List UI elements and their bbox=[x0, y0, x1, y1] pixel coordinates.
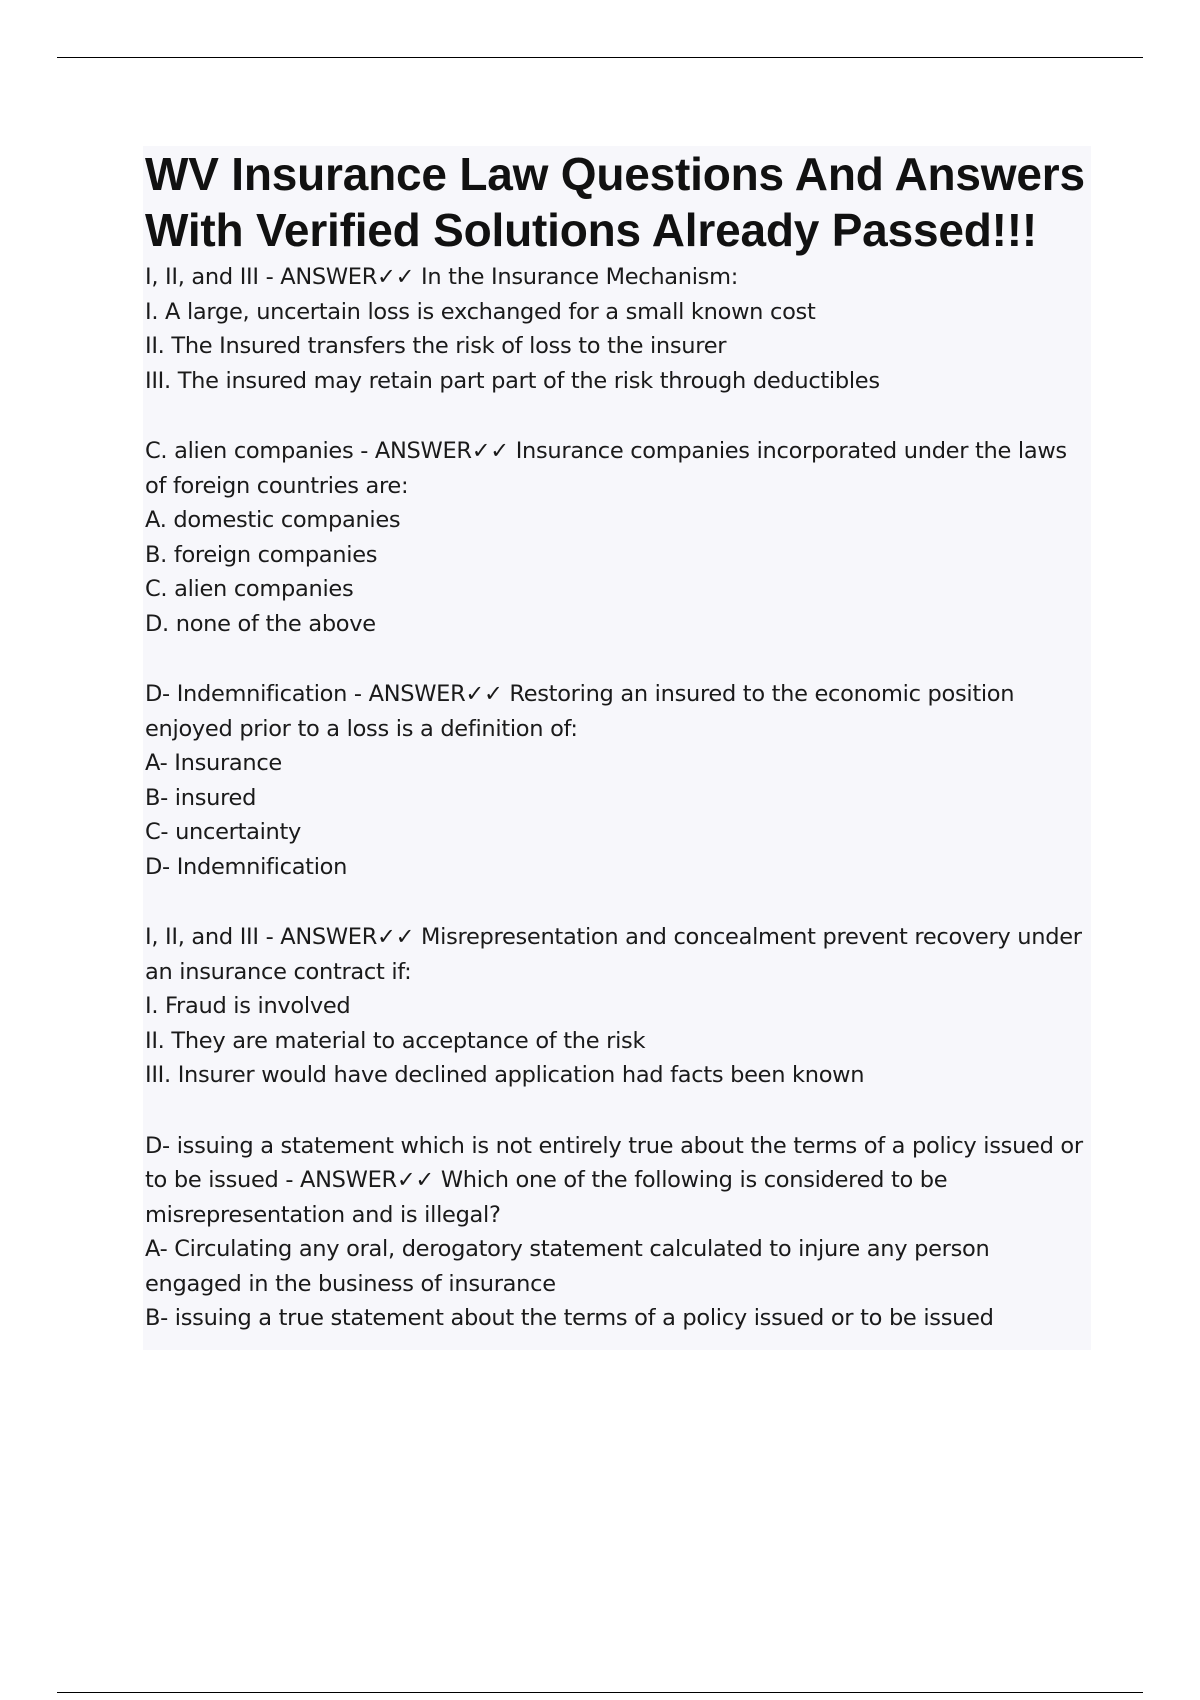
answer-marker: ANSWER✓✓ bbox=[280, 924, 415, 950]
option-line: I. A large, uncertain loss is exchanged for a small known cost bbox=[145, 298, 816, 325]
option-line: I. Fraud is involved bbox=[145, 993, 351, 1019]
option-line: III. Insurer would have declined application had facts been known bbox=[145, 1062, 865, 1088]
qa-item bbox=[145, 260, 1091, 398]
qa-item bbox=[145, 920, 1091, 1093]
footer-rule bbox=[57, 1692, 1143, 1693]
qa-item bbox=[145, 434, 1091, 641]
option-line: B- insured bbox=[145, 784, 257, 811]
answer-marker: ANSWER✓✓ bbox=[374, 438, 509, 464]
answer-text: I, II, and III bbox=[145, 264, 259, 290]
document-title: WV Insurance Law Questions And Answers With Verified Solutions Already Passed!!! bbox=[145, 148, 1085, 256]
answer-text: D- issuing a statement which is not entirely true about the terms of a policy issued or to be issued bbox=[145, 1132, 1083, 1193]
option-line: A- Insurance bbox=[145, 750, 282, 776]
qa-item bbox=[145, 1129, 1091, 1336]
qa-question-line: I, II, and III - ANSWER✓✓ In the Insurance Mechanism: bbox=[145, 264, 739, 290]
answer-text: D- Indemnification bbox=[145, 681, 348, 707]
option-line: III. The insured may retain part part of the risk through deductibles bbox=[145, 367, 880, 394]
option-line: B- issuing a true statement about the terms of a policy issued or to be issued bbox=[145, 1305, 994, 1331]
option-line: D. none of the above bbox=[145, 610, 376, 637]
option-line: II. The Insured transfers the risk of loss to the insurer bbox=[145, 333, 727, 359]
qa-question-line: D- issuing a statement which is not entirely true about the terms of a policy issued or to be issued - ANSWER✓✓ Which one of the following is considered to be misrepresentation and is illegal? bbox=[145, 1132, 1083, 1228]
header-rule bbox=[57, 57, 1143, 58]
qa-question-line: I, II, and III - ANSWER✓✓ Misrepresentation and concealment prevent recovery under an insurance contract if: bbox=[145, 924, 1082, 985]
qa-item bbox=[145, 677, 1091, 884]
qa-list bbox=[145, 260, 1091, 1336]
question-text: In the Insurance Mechanism: bbox=[421, 264, 739, 290]
option-line: D- Indemnification bbox=[145, 853, 348, 880]
question-text: Insurance companies incorporated under the laws of foreign countries are: bbox=[145, 438, 1067, 499]
answer-text: I, II, and III bbox=[145, 924, 259, 950]
qa-question-line: D- Indemnification - ANSWER✓✓ Restoring an insured to the economic position enjoyed prior to a loss is a definition of: bbox=[145, 681, 1015, 742]
option-line: II. They are material to acceptance of the risk bbox=[145, 1027, 646, 1054]
option-line: B. foreign companies bbox=[145, 541, 378, 568]
option-line: C. alien companies bbox=[145, 576, 354, 602]
question-text: Which one of the following is considered to be misrepresentation and is illegal? bbox=[145, 1167, 948, 1228]
answer-marker: ANSWER✓✓ bbox=[280, 264, 415, 290]
answer-text: C. alien companies bbox=[145, 438, 354, 464]
question-text: Restoring an insured to the economic position enjoyed prior to a loss is a definition of: bbox=[145, 681, 1015, 742]
option-line: A. domestic companies bbox=[145, 507, 401, 533]
option-line: A- Circulating any oral, derogatory statement calculated to injure any person engaged in the business of insurance bbox=[145, 1236, 990, 1297]
document-body bbox=[143, 146, 1091, 1350]
question-text: Misrepresentation and concealment prevent recovery under an insurance contract if: bbox=[145, 924, 1082, 985]
qa-question-line: C. alien companies - ANSWER✓✓ Insurance companies incorporated under the laws of foreign countries are: bbox=[145, 438, 1067, 499]
option-line: C- uncertainty bbox=[145, 819, 302, 845]
answer-marker: ANSWER✓✓ bbox=[368, 681, 503, 707]
answer-marker: ANSWER✓✓ bbox=[300, 1167, 434, 1193]
